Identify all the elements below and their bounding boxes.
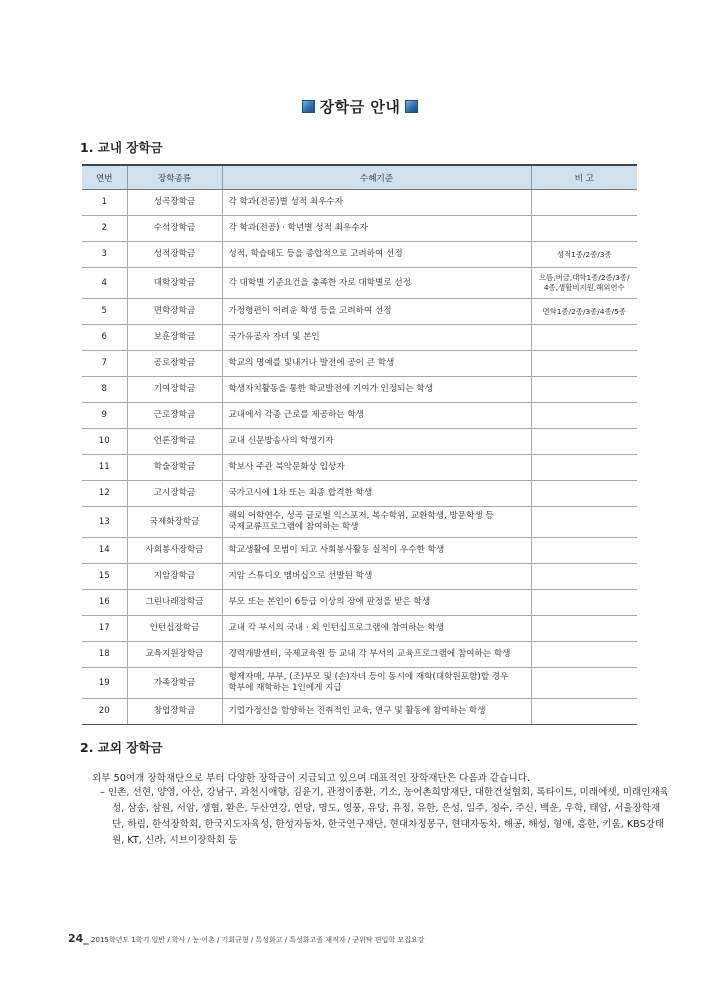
scholarship-type: 수석장학금 xyxy=(127,216,222,242)
note-line: 4종,생활비지원,해외연수 xyxy=(543,283,625,292)
criteria xyxy=(222,377,531,403)
scholarship-type: 고시장학금 xyxy=(127,481,222,507)
criteria xyxy=(222,642,531,668)
scholarship-type: 성곡장학금 xyxy=(127,190,222,216)
criteria-line: 학교의 명예를 빛내거나 발전에 공이 큰 학생 xyxy=(228,358,395,368)
note-line: 성적1종/2종/3종 xyxy=(556,249,612,259)
criteria-line: 각 학과(전공)별 성적 최우수자 xyxy=(228,197,344,207)
table-row xyxy=(82,325,637,351)
row-number: 11 xyxy=(82,455,127,481)
scholarship-type: 지암장학금 xyxy=(127,564,222,590)
row-number: 17 xyxy=(82,616,127,642)
criteria xyxy=(222,481,531,507)
criteria xyxy=(222,325,531,351)
row-number: 7 xyxy=(82,351,127,377)
criteria xyxy=(222,299,531,325)
row-number: 15 xyxy=(82,564,127,590)
note xyxy=(531,538,637,564)
note xyxy=(531,481,637,507)
scholarship-type: 사회봉사장학금 xyxy=(127,538,222,564)
criteria xyxy=(222,403,531,429)
criteria xyxy=(222,242,531,268)
footer-text: 2015학년도 1학기 일반 / 학사 / 농·어촌 / 기회균형 / 특성화고 / 특성화고졸 재직자 / 군위탁 편입학 모집요강 xyxy=(91,936,425,944)
criteria-line: 학보사 주관 북악문화상 입상자 xyxy=(228,462,345,472)
criteria xyxy=(222,455,531,481)
table-row xyxy=(82,507,637,538)
criteria xyxy=(222,616,531,642)
table-row xyxy=(82,590,637,616)
scholarship-type: 면학장학금 xyxy=(127,299,222,325)
criteria-line: 국가유공자 자녀 및 본인 xyxy=(228,332,320,342)
criteria-line: 학생자치활동을 통한 학교발전에 기여가 인정되는 학생 xyxy=(228,384,434,394)
table-row xyxy=(82,403,637,429)
note xyxy=(531,507,637,538)
row-number: 10 xyxy=(82,429,127,455)
foundation-list: – 인촌, 선현, 양영, 아산, 강남구, 과천시애향, 김윤기, 관정이종환, 기소, 농어촌희망재단, 대한건설협회, 록타이트, 미래에셋, 미래인재육성, 삼송, 삼원, 서암, 생협, 환은, 두산연강, 연당, 명도, 영풍, 유당, 유정, 유한, 은성, 일주, 정수, 주신, 백운, 우학, 태암, 서울장학재단, 하림, 한석장학회, 한국지도자육성, 한성자동차, 한국연구재단, 현대차정몽구, 현대자동차, 해공, 해성, 형애, 흥한, 키움, KBS강태원, KT, 신라, 시브이장학회 등 xyxy=(100,787,670,846)
row-number: 9 xyxy=(82,403,127,429)
note xyxy=(531,268,637,299)
scholarship-type: 학술장학금 xyxy=(127,455,222,481)
row-number: 20 xyxy=(82,699,127,725)
scholarship-table xyxy=(82,164,637,725)
scholarship-type: 창업장학금 xyxy=(127,699,222,725)
row-number: 14 xyxy=(82,538,127,564)
criteria-line: 각 대학별 기준요건을 충족한 자로 대학별로 선정 xyxy=(228,277,411,288)
note xyxy=(531,242,637,268)
table-row xyxy=(82,216,637,242)
table-header-row xyxy=(82,165,637,190)
criteria-line: 교내 신문방송사의 학생기자 xyxy=(228,436,334,446)
criteria xyxy=(222,268,531,299)
row-number: 1 xyxy=(82,190,127,216)
criteria xyxy=(222,351,531,377)
row-number: 12 xyxy=(82,481,127,507)
note xyxy=(531,455,637,481)
table-row xyxy=(82,190,637,216)
note-line: 면학1종/2종/3종/4종/5종 xyxy=(542,306,626,316)
table-row xyxy=(82,377,637,403)
section-title-external: 2. 교외 장학금 xyxy=(80,740,163,755)
note xyxy=(531,668,637,699)
table-row xyxy=(82,351,637,377)
table-row xyxy=(82,699,637,725)
note xyxy=(531,403,637,429)
scholarship-type: 보훈장학금 xyxy=(127,325,222,351)
table-row xyxy=(82,455,637,481)
scholarship-type: 언론장학금 xyxy=(127,429,222,455)
criteria-line: 경력개발센터, 국제교육원 등 교내 각 부서의 교육프로그램에 참여하는 학생 xyxy=(228,649,511,659)
row-number: 3 xyxy=(82,242,127,268)
note xyxy=(531,699,637,725)
row-number: 4 xyxy=(82,268,127,299)
row-number: 2 xyxy=(82,216,127,242)
table-row xyxy=(82,538,637,564)
page-footer xyxy=(68,932,424,945)
criteria-line: 부모 또는 본인이 6등급 이상의 장애 판정을 받은 학생 xyxy=(228,597,431,607)
table-row xyxy=(82,564,637,590)
row-number: 18 xyxy=(82,642,127,668)
note xyxy=(531,564,637,590)
criteria-line: 국가고시에 1차 또는 최종 합격한 학생 xyxy=(228,488,373,498)
row-number: 16 xyxy=(82,590,127,616)
criteria xyxy=(222,564,531,590)
row-number: 5 xyxy=(82,299,127,325)
header-no: 연번 xyxy=(82,165,127,190)
scholarship-type: 기여장학금 xyxy=(127,377,222,403)
scholarship-type: 성적장학금 xyxy=(127,242,222,268)
table-row xyxy=(82,668,637,699)
criteria-line: 각 학과(전공) · 학년별 성적 최우수자 xyxy=(228,223,368,233)
criteria xyxy=(222,538,531,564)
scholarship-type: 근로장학금 xyxy=(127,403,222,429)
criteria xyxy=(222,429,531,455)
note xyxy=(531,429,637,455)
header-note: 비 고 xyxy=(531,165,637,190)
title-square-icon-right xyxy=(405,100,418,113)
criteria-line: 가정형편이 어려운 학생 등을 고려하여 선정 xyxy=(228,306,392,316)
header-type: 장학종류 xyxy=(127,165,222,190)
note-line: 으뜸,버금,대학1종/2종/3종/ xyxy=(538,273,630,282)
note xyxy=(531,325,637,351)
criteria-line: 해외 어학연수, 성곡 글로벌 익스포저, 복수학위, 교환학생, 방문학생 등 xyxy=(228,511,494,521)
table-body xyxy=(82,190,637,725)
criteria xyxy=(222,216,531,242)
criteria-line: 교내 각 부서의 국내 · 외 인턴십프로그램에 참여하는 학생 xyxy=(228,623,445,633)
criteria-line: 성적, 학습태도 등을 종합적으로 고려하여 선정 xyxy=(228,249,403,259)
scholarship-type: 그린나래장학금 xyxy=(127,590,222,616)
section-title-internal: 1. 교내 장학금 xyxy=(80,140,163,155)
note xyxy=(531,190,637,216)
note xyxy=(531,377,637,403)
scholarship-type: 공로장학금 xyxy=(127,351,222,377)
table-row xyxy=(82,242,637,268)
note xyxy=(531,299,637,325)
criteria xyxy=(222,507,531,538)
table-row xyxy=(82,429,637,455)
table-row xyxy=(82,299,637,325)
criteria xyxy=(222,699,531,725)
scholarship-type: 가족장학금 xyxy=(127,668,222,699)
note xyxy=(531,590,637,616)
criteria xyxy=(222,190,531,216)
note xyxy=(531,642,637,668)
header-criteria: 수혜기준 xyxy=(222,165,531,190)
note xyxy=(531,351,637,377)
title-square-icon-left xyxy=(302,100,315,113)
scholarship-type: 국제화장학금 xyxy=(127,507,222,538)
row-number: 19 xyxy=(82,668,127,699)
external-intro: 외부 50여개 장학재단으로 부터 다양한 장학금이 지급되고 있으며 대표적인 장학재단은 다음과 같습니다. xyxy=(92,773,531,784)
row-number: 8 xyxy=(82,377,127,403)
criteria xyxy=(222,590,531,616)
criteria-line: 형제자매, 부부, (조)부모 및 (손)자녀 등이 동시에 재학(대학원포함)할 경우 xyxy=(228,672,509,682)
table-row xyxy=(82,481,637,507)
scholarship-type: 대학장학금 xyxy=(127,268,222,299)
criteria-line: 학교생활에 모범이 되고 사회봉사활동 실적이 우수한 학생 xyxy=(228,545,445,555)
page-number: 24_ xyxy=(68,932,89,945)
scholarship-type: 인턴십장학금 xyxy=(127,616,222,642)
table-row xyxy=(82,268,637,299)
row-number: 6 xyxy=(82,325,127,351)
criteria-line: 지암 스튜디오 멤버십으로 선발된 학생 xyxy=(228,571,373,581)
criteria-line: 학부에 재학하는 1인에게 지급 xyxy=(228,683,342,693)
row-number: 13 xyxy=(82,507,127,538)
page-title xyxy=(0,96,720,117)
note xyxy=(531,216,637,242)
page-title-text: 장학금 안내 xyxy=(319,98,401,116)
criteria-line: 교내에서 각종 근로를 제공하는 학생 xyxy=(228,410,364,420)
criteria-line: 기업가정신을 함양하는 진취적인 교육, 연구 및 활동에 참여하는 학생 xyxy=(228,706,486,716)
note xyxy=(531,616,637,642)
scholarship-type: 교육지원장학금 xyxy=(127,642,222,668)
criteria xyxy=(222,668,531,699)
table-row xyxy=(82,642,637,668)
table-row xyxy=(82,616,637,642)
criteria-line: 국제교류프로그램에 참여하는 학생 xyxy=(228,522,359,532)
